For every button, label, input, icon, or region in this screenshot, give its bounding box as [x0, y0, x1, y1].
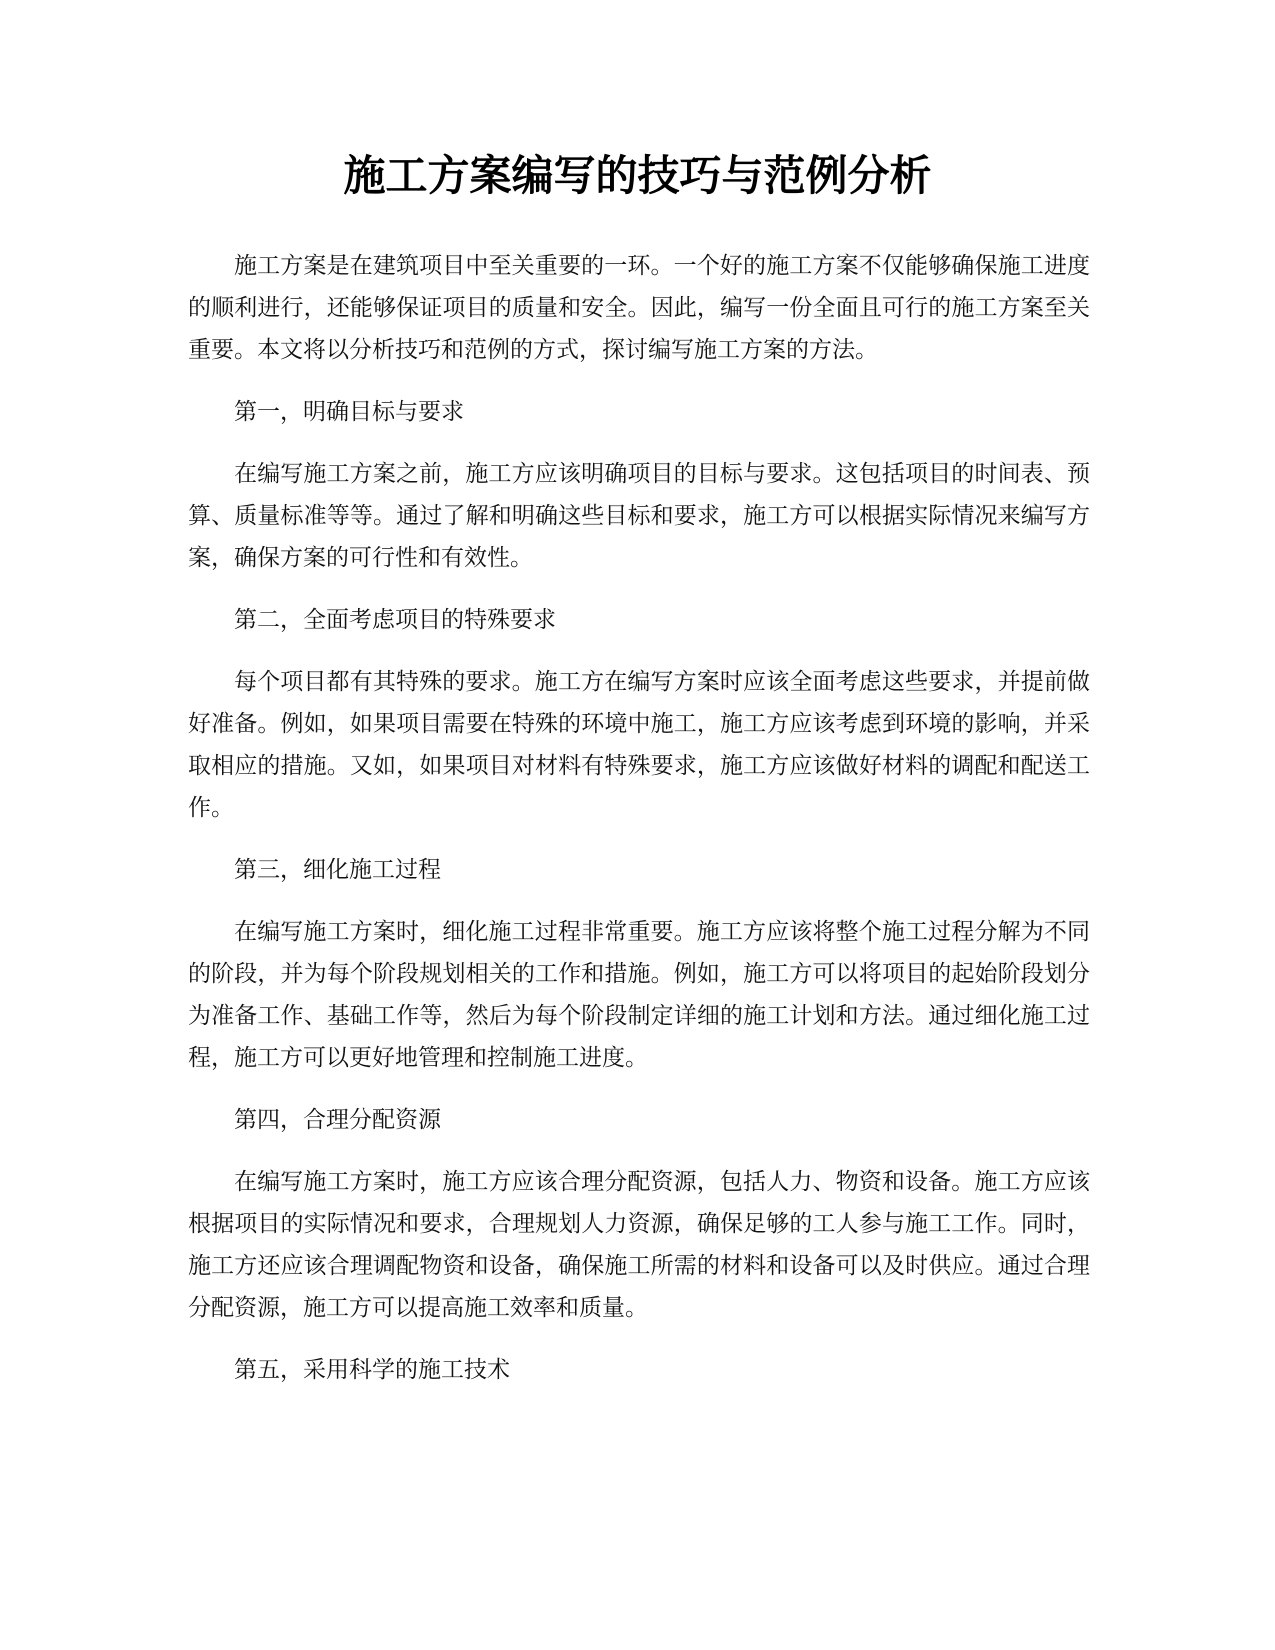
section-paragraph-4: 在编写施工方案时，施工方应该合理分配资源，包括人力、物资和设备。施工方应该根据项目的实际情况和要求，合理规划人力资源，确保足够的工人参与施工工作。同时，施工方还应该合理调配物资和设备，确保施工所需的材料和设备可以及时供应。通过合理分配资源，施工方可以提高施工效率和质量。	[188, 1169, 1090, 1321]
section-paragraph-2: 每个项目都有其特殊的要求。施工方在编写方案时应该全面考虑这些要求，并提前做好准备。例如，如果项目需要在特殊的环境中施工，施工方应该考虑到环境的影响，并采取相应的措施。又如，如果项目对材料有特殊要求，施工方应该做好材料的调配和配送工作。	[188, 669, 1090, 821]
section-paragraph-3: 在编写施工方案时，细化施工过程非常重要。施工方应该将整个施工过程分解为不同的阶段，并为每个阶段规划相关的工作和措施。例如，施工方可以将项目的起始阶段划分为准备工作、基础工作等，然后为每个阶段制定详细的施工计划和方法。通过细化施工过程，施工方可以更好地管理和控制施工进度。	[188, 919, 1090, 1071]
document-title: 施工方案编写的技巧与范例分析	[343, 151, 932, 200]
section-heading-1: 第一，明确目标与要求	[234, 399, 464, 425]
section-paragraph-1: 在编写施工方案之前，施工方应该明确项目的目标与要求。这包括项目的时间表、预算、质量标准等等。通过了解和明确这些目标和要求，施工方可以根据实际情况来编写方案，确保方案的可行性和有效性。	[188, 461, 1090, 571]
intro-paragraph: 施工方案是在建筑项目中至关重要的一环。一个好的施工方案不仅能够确保施工进度的顺利进行，还能够保证项目的质量和安全。因此，编写一份全面且可行的施工方案至关重要。本文将以分析技巧和范例的方式，探讨编写施工方案的方法。	[188, 253, 1090, 363]
section-heading-4: 第四，合理分配资源	[234, 1107, 441, 1133]
section-heading-5: 第五，采用科学的施工技术	[234, 1357, 510, 1383]
section-heading-2: 第二，全面考虑项目的特殊要求	[234, 607, 556, 633]
document-body	[188, 245, 1090, 1411]
section-heading-3: 第三，细化施工过程	[234, 857, 441, 883]
